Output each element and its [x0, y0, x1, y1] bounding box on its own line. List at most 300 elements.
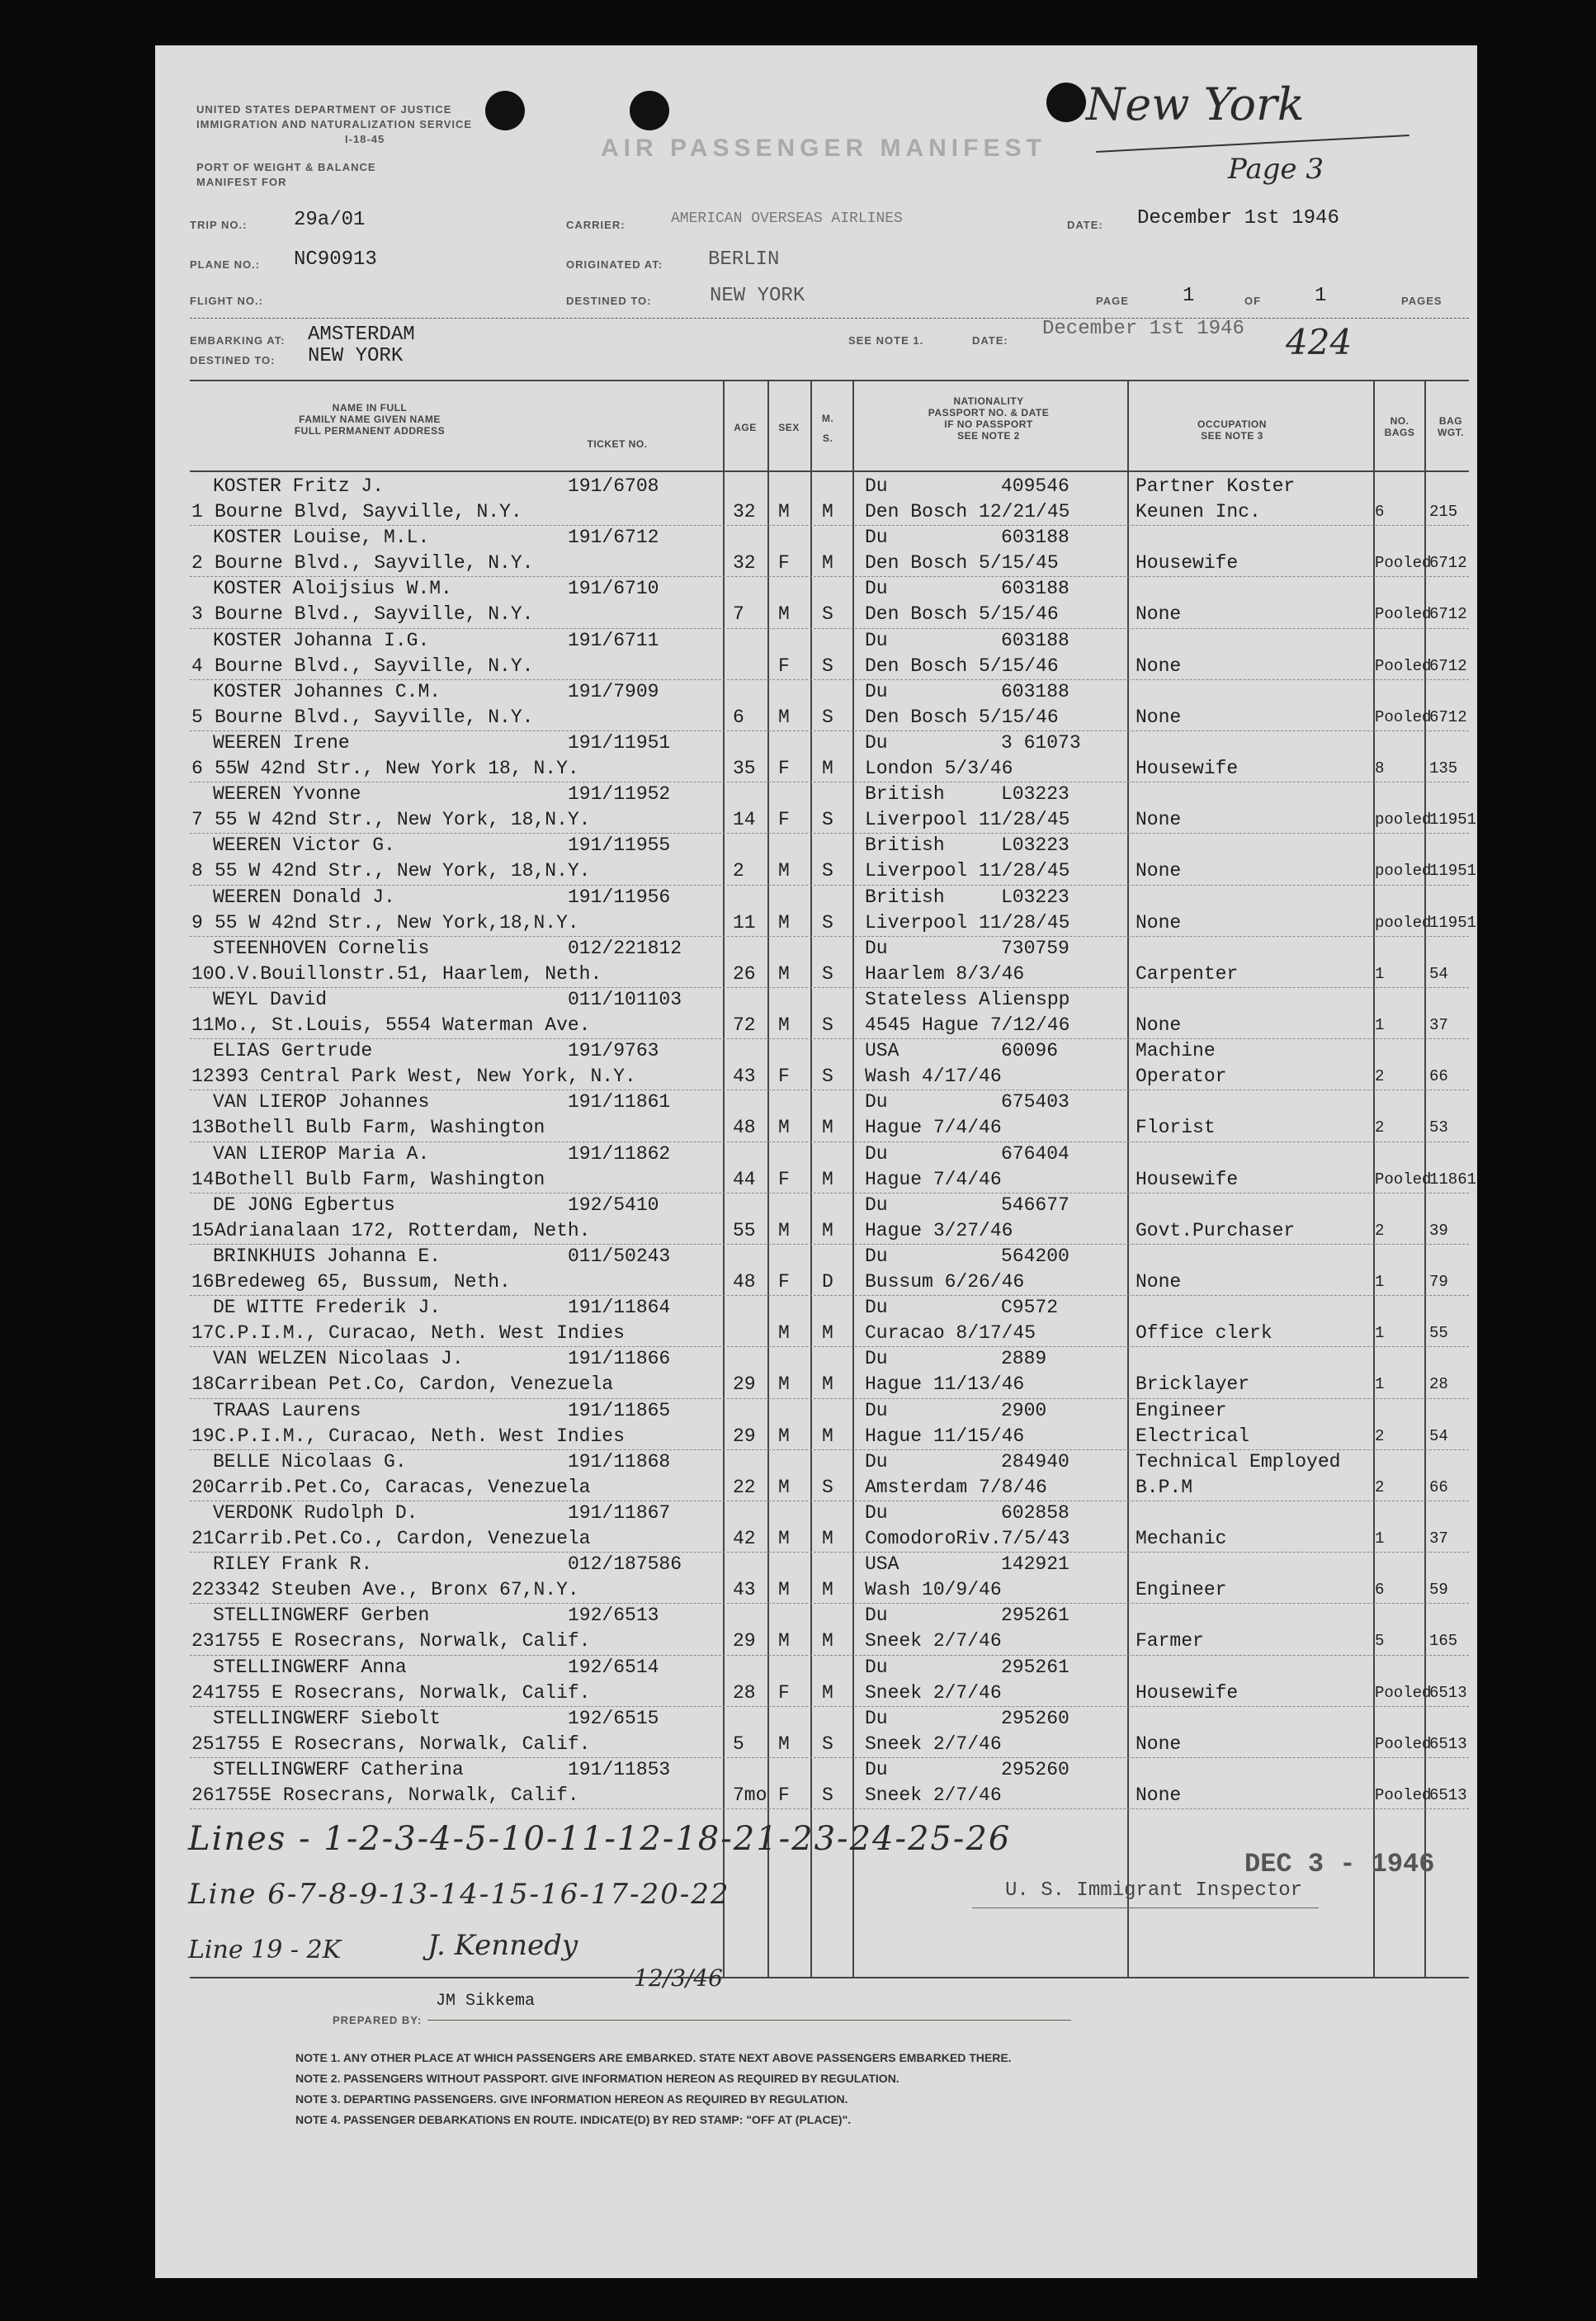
passenger-passport: 602858 [1001, 1502, 1070, 1524]
agency-line: UNITED STATES DEPARTMENT OF JUSTICE [196, 103, 452, 116]
passenger-sex: M [778, 603, 790, 626]
passenger-address: Bourne Blvd, Sayville, N.Y. [215, 501, 522, 522]
handwritten-underline [1096, 135, 1409, 153]
passenger-nat: Du [865, 1502, 888, 1524]
passenger-occ2: None [1136, 809, 1182, 831]
passenger-issued: Den Bosch 12/21/45 [865, 501, 1070, 522]
passenger-ticket: 012/187586 [568, 1553, 682, 1576]
passenger-address: 393 Central Park West, New York, N.Y. [215, 1066, 636, 1088]
passenger-issued: London 5/3/46 [865, 758, 1013, 779]
passenger-address: 55 W 42nd Str., New York, 18,N.Y. [215, 809, 591, 831]
passenger-ms: M [822, 1117, 833, 1139]
passenger-num: 22 [191, 1579, 215, 1601]
flight-no-label: FLIGHT NO.: [190, 295, 263, 307]
prepared-by-line [427, 2020, 1071, 2021]
passenger-age: 29 [733, 1425, 756, 1447]
passenger-age: 32 [733, 552, 756, 574]
trip-no-label: TRIP NO.: [190, 219, 248, 231]
passenger-passport: 3 61073 [1001, 732, 1081, 754]
passenger-address: Bourne Blvd., Sayville, N.Y. [215, 655, 534, 677]
trip-no: 29a/01 [294, 209, 366, 231]
passenger-nat: Stateless Alienspp [865, 989, 1070, 1010]
passenger-occ2: None [1136, 860, 1182, 882]
passenger-address: 3342 Steuben Ave., Bronx 67,N.Y. [215, 1579, 579, 1601]
row-divider [190, 1398, 1469, 1399]
passenger-age: 35 [733, 758, 756, 779]
passenger-nat: British [865, 834, 945, 857]
destined2: NEW YORK [308, 345, 404, 367]
passenger-bags: Pooled [1375, 656, 1432, 675]
pages-label: PAGES [1401, 295, 1443, 307]
passenger-occ2: Bricklayer [1136, 1373, 1250, 1396]
passenger-ticket: 191/6711 [568, 629, 659, 651]
passenger-sex: F [778, 758, 790, 779]
passenger-passport: L03223 [1001, 886, 1070, 908]
passenger-num: 7 [191, 809, 203, 831]
passenger-ticket: 192/5410 [568, 1194, 659, 1216]
passenger-sex: M [778, 501, 790, 522]
passenger-nat: Du [865, 1091, 888, 1113]
embarking: AMSTERDAM [308, 324, 415, 346]
passenger-wgt: 39 [1429, 1221, 1448, 1240]
passenger-issued: Den Bosch 5/15/46 [865, 603, 1059, 626]
passenger-bags: 2 [1375, 1067, 1385, 1086]
passenger-num: 6 [191, 758, 203, 779]
passenger-ms: S [822, 1784, 833, 1806]
passenger-nat: Du [865, 1450, 888, 1472]
passenger-ms: M [822, 1630, 833, 1652]
passenger-ticket: 191/11956 [568, 886, 671, 908]
passenger-sex: F [778, 1066, 790, 1088]
passenger-wgt: 6513 [1429, 1786, 1467, 1804]
passenger-ticket: 191/11862 [568, 1142, 671, 1165]
passenger-bags: 1 [1375, 964, 1385, 983]
passenger-num: 24 [191, 1681, 215, 1704]
passenger-ms: S [822, 809, 833, 831]
passenger-ticket: 011/50243 [568, 1246, 671, 1267]
passenger-ticket: 191/11853 [568, 1759, 671, 1780]
col-rule [810, 380, 812, 1977]
passenger-num: 4 [191, 655, 203, 677]
carrier: AMERICAN OVERSEAS AIRLINES [671, 210, 903, 227]
passenger-sex: M [778, 1425, 790, 1447]
plane-no-label: PLANE NO.: [190, 258, 261, 271]
passenger-address: 1755E Rosecrans, Norwalk, Calif. [215, 1784, 579, 1806]
passenger-address: 1755 E Rosecrans, Norwalk, Calif. [215, 1630, 591, 1652]
header-bags: NO. BAGS [1384, 415, 1415, 438]
passenger-age: 44 [733, 1168, 756, 1190]
passenger-num: 25 [191, 1732, 215, 1755]
passenger-bags: 2 [1375, 1426, 1385, 1445]
handwritten-page: Page 3 [1228, 153, 1324, 186]
passenger-nat: Du [865, 1246, 888, 1267]
agency-line: I-18-45 [345, 133, 385, 145]
passenger-wgt: 11951 [1429, 811, 1477, 830]
passenger-ms: S [822, 1732, 833, 1755]
passenger-passport: 295260 [1001, 1707, 1070, 1729]
passenger-nat: USA [865, 1553, 900, 1576]
passenger-name: DE JONG Egbertus [213, 1194, 395, 1216]
passenger-nat: Du [865, 1348, 888, 1370]
passenger-ticket: 011/101103 [568, 989, 682, 1010]
passenger-ticket: 191/11951 [568, 732, 671, 754]
passenger-occ2: None [1136, 1732, 1182, 1755]
passenger-address: C.P.I.M., Curacao, Neth. West Indies [215, 1425, 625, 1447]
passenger-occ2: Housewife [1136, 552, 1239, 574]
passenger-passport: 60096 [1001, 1040, 1059, 1062]
passenger-ms: M [822, 1168, 833, 1190]
passenger-sex: M [778, 1322, 790, 1345]
passenger-address: 55 W 42nd Str., New York, 18,N.Y. [215, 860, 591, 882]
note-2: NOTE 2. PASSENGERS WITHOUT PASSPORT. GIVE INFORMATION HEREON AS REQUIRED BY REGULATION. [295, 2072, 900, 2085]
passenger-nat: Du [865, 1297, 888, 1319]
passenger-name: STELLINGWERF Siebolt [213, 1707, 441, 1729]
passenger-num: 5 [191, 706, 203, 728]
passenger-bags: Pooled [1375, 605, 1432, 624]
passenger-name: WEEREN Victor G. [213, 834, 395, 857]
passenger-occ2: Engineer [1136, 1579, 1227, 1601]
passenger-issued: Wash 4/17/46 [865, 1066, 1002, 1088]
passenger-issued: Sneek 2/7/46 [865, 1784, 1002, 1806]
passenger-num: 8 [191, 860, 203, 882]
passenger-ms: M [822, 1373, 833, 1396]
passenger-age: 5 [733, 1732, 744, 1755]
passenger-passport: 409546 [1001, 475, 1070, 497]
punch-hole [485, 91, 525, 130]
passenger-issued: Den Bosch 5/15/46 [865, 655, 1059, 677]
punch-hole [1046, 83, 1086, 122]
passenger-nat: Du [865, 732, 888, 754]
passenger-age: 7 [733, 603, 744, 626]
passenger-age: 43 [733, 1579, 756, 1601]
passenger-sex: M [778, 962, 790, 985]
plane-no: NC90913 [294, 248, 377, 271]
passenger-bags: 1 [1375, 1529, 1385, 1548]
passenger-passport: 142921 [1001, 1553, 1070, 1576]
header-ms: M. S. [821, 413, 834, 444]
passenger-bags: Pooled [1375, 1170, 1432, 1189]
passenger-address: 1755 E Rosecrans, Norwalk, Calif. [215, 1681, 591, 1704]
passenger-occ2: Housewife [1136, 1681, 1239, 1704]
passenger-occ2: None [1136, 1271, 1182, 1293]
passenger-age: 48 [733, 1117, 756, 1139]
passenger-nat: Du [865, 1399, 888, 1421]
passenger-nat: Du [865, 1707, 888, 1729]
col-rule [767, 380, 769, 1977]
passenger-ms: S [822, 1066, 833, 1088]
inspector-title: U. S. Immigrant Inspector [1005, 1879, 1303, 1902]
passenger-occ2: B.P.M [1136, 1476, 1193, 1498]
passenger-num: 14 [191, 1168, 215, 1190]
passenger-ms: M [822, 552, 833, 574]
passenger-name: BELLE Nicolaas G. [213, 1450, 407, 1472]
passenger-ticket: 191/11867 [568, 1502, 671, 1524]
passenger-nat: USA [865, 1040, 900, 1062]
passenger-occ1: Machine [1136, 1040, 1216, 1062]
passenger-address: 55W 42nd Str., New York 18, N.Y. [215, 758, 579, 779]
passenger-num: 11 [191, 1014, 215, 1036]
passenger-bags: pooled [1375, 811, 1432, 830]
passenger-issued: Sneek 2/7/46 [865, 1630, 1002, 1652]
passenger-sex: F [778, 552, 790, 574]
passenger-bags: 2 [1375, 1477, 1385, 1496]
weight-line: PORT OF WEIGHT & BALANCE [196, 161, 376, 173]
passenger-name: WEYL David [213, 989, 328, 1010]
passenger-wgt: 28 [1429, 1375, 1448, 1394]
passenger-sex: M [778, 1014, 790, 1036]
passenger-ms: S [822, 860, 833, 882]
passenger-occ2: Farmer [1136, 1630, 1204, 1652]
passenger-passport: 295260 [1001, 1759, 1070, 1780]
passenger-passport: L03223 [1001, 783, 1070, 806]
destined2-label: DESTINED TO: [190, 354, 276, 366]
passenger-bags: pooled [1375, 913, 1432, 932]
date-label: DATE: [1067, 219, 1103, 231]
embarking-label: EMBARKING AT: [190, 334, 286, 347]
passenger-issued: Hague 7/4/46 [865, 1168, 1002, 1190]
passenger-nat: Du [865, 1194, 888, 1216]
passenger-name: KOSTER Fritz J. [213, 475, 385, 497]
passenger-nat: Du [865, 1656, 888, 1678]
passenger-wgt: 53 [1429, 1118, 1448, 1137]
passenger-wgt: 135 [1429, 759, 1458, 778]
punch-hole [630, 91, 669, 130]
passenger-ms: S [822, 1476, 833, 1498]
passenger-name: VAN WELZEN Nicolaas J. [213, 1348, 464, 1370]
passenger-wgt: 54 [1429, 1426, 1448, 1445]
passenger-bags: Pooled [1375, 1786, 1432, 1804]
carrier-label: CARRIER: [566, 219, 626, 231]
passenger-ticket: 012/221812 [568, 937, 682, 959]
passenger-address: C.P.I.M., Curacao, Neth. West Indies [215, 1322, 625, 1345]
passenger-ticket: 191/11952 [568, 783, 671, 806]
agency-line: IMMIGRATION AND NATURALIZATION SERVICE [196, 118, 473, 130]
passenger-wgt: 66 [1429, 1067, 1448, 1086]
passenger-age: 28 [733, 1681, 756, 1704]
passenger-sex: F [778, 1681, 790, 1704]
passenger-wgt: 11861 [1429, 1170, 1477, 1189]
passenger-address: Bothell Bulb Farm, Washington [215, 1168, 545, 1190]
passenger-address: Bourne Blvd., Sayville, N.Y. [215, 603, 534, 626]
passenger-age: 6 [733, 706, 744, 728]
passenger-wgt: 6513 [1429, 1683, 1467, 1702]
passenger-name: TRAAS Laurens [213, 1399, 361, 1421]
passenger-issued: Den Bosch 5/15/46 [865, 706, 1059, 728]
passenger-wgt: 66 [1429, 1477, 1448, 1496]
passenger-age: 48 [733, 1271, 756, 1293]
passenger-passport: 603188 [1001, 527, 1070, 549]
of-number: 1 [1315, 285, 1327, 307]
passenger-ms: S [822, 706, 833, 728]
passenger-ms: M [822, 1579, 833, 1601]
passenger-sex: F [778, 1271, 790, 1293]
passenger-wgt: 6712 [1429, 656, 1467, 675]
passenger-passport: 564200 [1001, 1246, 1070, 1267]
passenger-num: 23 [191, 1630, 215, 1652]
note-4: NOTE 4. PASSENGER DEBARKATIONS EN ROUTE. INDICATE(D) BY RED STAMP: "OFF AT (PLACE)". [295, 2113, 852, 2126]
passenger-issued: Hague 11/15/46 [865, 1425, 1025, 1447]
passenger-ms: S [822, 911, 833, 934]
passenger-address: Mo., St.Louis, 5554 Waterman Ave. [215, 1014, 591, 1036]
passenger-nat: Du [865, 1142, 888, 1165]
passenger-sex: F [778, 655, 790, 677]
passenger-occ2: None [1136, 603, 1182, 626]
page-number: 1 [1183, 285, 1195, 307]
passenger-age: 55 [733, 1219, 756, 1241]
passenger-occ1: Partner Koster [1136, 475, 1296, 497]
passenger-age: 72 [733, 1014, 756, 1036]
passenger-age: 26 [733, 962, 756, 985]
passenger-ticket: 191/11866 [568, 1348, 671, 1370]
passenger-name: DE WITTE Frederik J. [213, 1297, 441, 1319]
passenger-sex: M [778, 1630, 790, 1652]
header-ticket: TICKET NO. [587, 438, 648, 450]
passenger-sex: M [778, 911, 790, 934]
passenger-passport: 603188 [1001, 629, 1070, 651]
passenger-sex: M [778, 1528, 790, 1549]
originated-label: ORIGINATED AT: [566, 258, 663, 271]
passenger-name: VAN LIEROP Maria A. [213, 1142, 430, 1165]
passenger-sex: M [778, 860, 790, 882]
passenger-bags: 5 [1375, 1632, 1385, 1651]
passenger-issued: Hague 11/13/46 [865, 1373, 1025, 1396]
passenger-issued: Hague 3/27/46 [865, 1219, 1013, 1241]
passenger-wgt: 59 [1429, 1581, 1448, 1600]
manifest-page [155, 45, 1477, 2278]
passenger-bags: Pooled [1375, 554, 1432, 573]
passenger-ticket: 191/11864 [568, 1297, 671, 1319]
passenger-age: 11 [733, 911, 756, 934]
passenger-ticket: 192/6513 [568, 1605, 659, 1627]
passenger-age: 32 [733, 501, 756, 522]
passenger-wgt: 37 [1429, 1016, 1448, 1034]
passenger-occ2: None [1136, 655, 1182, 677]
passenger-num: 10 [191, 962, 215, 985]
passenger-name: KOSTER Louise, M.L. [213, 527, 430, 549]
passenger-occ2: Housewife [1136, 758, 1239, 779]
passenger-name: STELLINGWERF Gerben [213, 1605, 430, 1627]
passenger-ticket: 191/11868 [568, 1450, 671, 1472]
passenger-num: 20 [191, 1476, 215, 1498]
row-divider [190, 987, 1469, 988]
passenger-ticket: 191/7909 [568, 680, 659, 702]
note-1: NOTE 1. ANY OTHER PLACE AT WHICH PASSENGERS ARE EMBARKED. STATE NEXT ABOVE PASSENGERS EMBARKED THERE. [295, 2051, 1012, 2064]
stamped-number: 424 [1286, 322, 1353, 362]
passenger-occ2: Office clerk [1136, 1322, 1273, 1345]
passenger-address: Adrianalaan 172, Rotterdam, Neth. [215, 1219, 591, 1241]
passenger-bags: 1 [1375, 1375, 1385, 1394]
passenger-wgt: 79 [1429, 1273, 1448, 1291]
passenger-age: 7mo [733, 1784, 767, 1806]
passenger-issued: Amsterdam 7/8/46 [865, 1476, 1047, 1498]
passenger-bags: 1 [1375, 1016, 1385, 1034]
passenger-address: Carrib.Pet.Co, Caracas, Venezuela [215, 1476, 591, 1498]
passenger-name: WEEREN Donald J. [213, 886, 395, 908]
passenger-num: 13 [191, 1117, 215, 1139]
passenger-occ2: Carpenter [1136, 962, 1239, 985]
passenger-issued: Liverpool 11/28/45 [865, 809, 1070, 831]
date: December 1st 1946 [1137, 207, 1339, 229]
handwritten-signature: J. Kennedy [427, 1929, 578, 1962]
passenger-nat: British [865, 783, 945, 806]
passenger-ms: M [822, 1528, 833, 1549]
passenger-wgt: 6712 [1429, 605, 1467, 624]
passenger-occ2: None [1136, 1784, 1182, 1806]
header-bottom-border [190, 470, 1469, 472]
passenger-ms: S [822, 603, 833, 626]
row-divider [190, 1552, 1469, 1553]
passenger-issued: Sneek 2/7/46 [865, 1681, 1002, 1704]
passenger-passport: 2889 [1001, 1348, 1047, 1370]
passenger-num: 26 [191, 1784, 215, 1806]
passenger-num: 21 [191, 1528, 215, 1549]
prepared-by-label: PREPARED BY: [333, 2014, 423, 2026]
passenger-sex: M [778, 1732, 790, 1755]
passenger-wgt: 165 [1429, 1632, 1458, 1651]
passenger-address: Carrib.Pet.Co., Cardon, Venezuela [215, 1528, 591, 1549]
weight-line: MANIFEST FOR [196, 176, 287, 188]
passenger-occ2: Florist [1136, 1117, 1216, 1139]
passenger-passport: L03223 [1001, 834, 1070, 857]
passenger-wgt: 215 [1429, 503, 1458, 521]
passenger-issued: Hague 7/4/46 [865, 1117, 1002, 1139]
handwritten-lines-2: Line 6-7-8-9-13-14-15-16-17-20-22 [188, 1878, 730, 1911]
passenger-name: VERDONK Rudolph D. [213, 1502, 418, 1524]
handwritten-lines-3: Line 19 - 2K [188, 1936, 342, 1964]
passenger-name: KOSTER Aloijsius W.M. [213, 578, 452, 600]
passenger-wgt: 54 [1429, 964, 1448, 983]
passenger-ms: M [822, 1322, 833, 1345]
passenger-ms: M [822, 501, 833, 522]
passenger-ms: S [822, 962, 833, 985]
page-title: AIR PASSENGER MANIFEST [601, 135, 1046, 162]
passenger-nat: Du [865, 578, 888, 600]
passenger-sex: M [778, 1117, 790, 1139]
passenger-age: 2 [733, 860, 744, 882]
passenger-bags: 1 [1375, 1324, 1385, 1343]
passenger-passport: 603188 [1001, 578, 1070, 600]
passenger-issued: Liverpool 11/28/45 [865, 911, 1070, 934]
note-3: NOTE 3. DEPARTING PASSENGERS. GIVE INFORMATION HEREON AS REQUIRED BY REGULATION. [295, 2092, 848, 2106]
passenger-sex: F [778, 1784, 790, 1806]
passenger-issued: Haarlem 8/3/46 [865, 962, 1025, 985]
passenger-nat: Du [865, 629, 888, 651]
originated: BERLIN [708, 248, 780, 271]
stamp-date: DEC 3 - 1946 [1244, 1849, 1435, 1879]
passenger-ticket: 192/6515 [568, 1707, 659, 1729]
col-rule [852, 380, 854, 1977]
page-label: PAGE [1096, 295, 1129, 307]
passenger-name: VAN LIEROP Johannes [213, 1091, 430, 1113]
passenger-nat: Du [865, 1605, 888, 1627]
passenger-age: 14 [733, 809, 756, 831]
passenger-age: 43 [733, 1066, 756, 1088]
passenger-num: 2 [191, 552, 203, 574]
handwritten-lines-1: Lines - 1-2-3-4-5-10-11-12-18-21-23-24-25-26 [188, 1820, 1012, 1858]
passenger-wgt: 11951 [1429, 913, 1477, 932]
passenger-name: KOSTER Johanna I.G. [213, 629, 430, 651]
passenger-address: Bourne Blvd., Sayville, N.Y. [215, 552, 534, 574]
passenger-issued: 4545 Hague 7/12/46 [865, 1014, 1070, 1036]
passenger-passport: 284940 [1001, 1450, 1070, 1472]
passenger-bags: pooled [1375, 862, 1432, 881]
header-wgt: BAG WGT. [1438, 415, 1464, 438]
passenger-ms: M [822, 1425, 833, 1447]
passenger-address: Carribean Pet.Co, Cardon, Venezuela [215, 1373, 614, 1396]
passenger-bags: Pooled [1375, 707, 1432, 726]
handwritten-signature-date: 12/3/46 [634, 1964, 723, 1992]
destined-label: DESTINED TO: [566, 295, 652, 307]
